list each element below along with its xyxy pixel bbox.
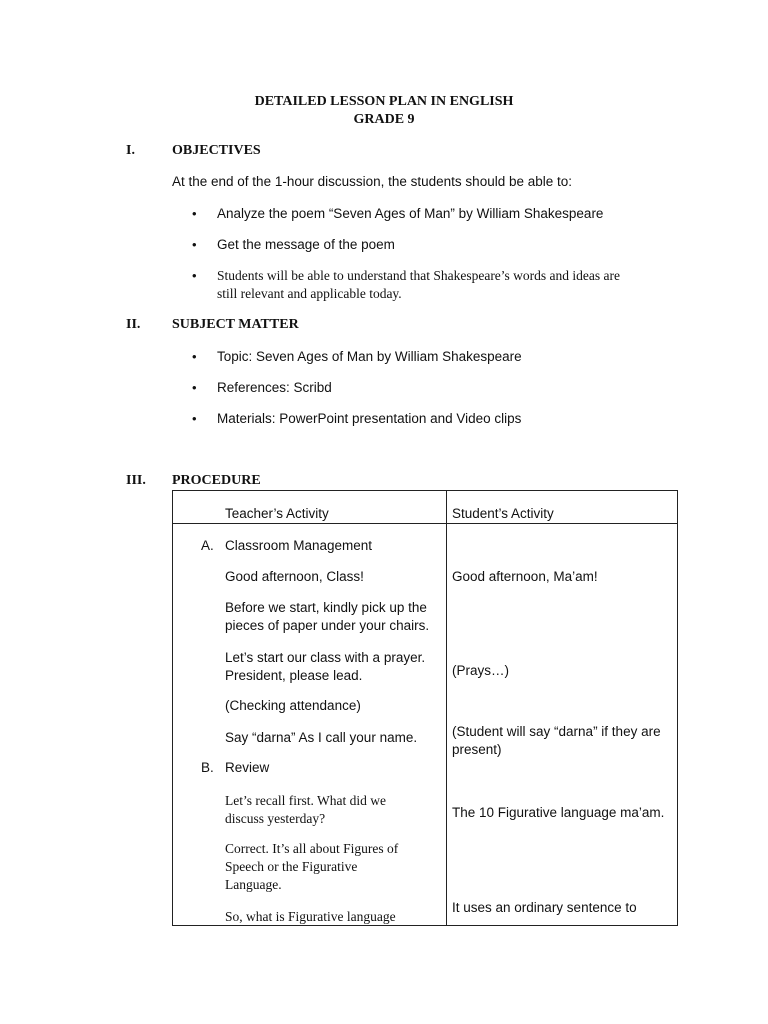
student-line: present)	[452, 742, 502, 757]
teacher-line: Before we start, kindly pick up the	[225, 600, 427, 615]
bullet-icon: •	[192, 349, 197, 364]
subject-item-references: References: Scribd	[217, 380, 332, 395]
bullet-icon: •	[192, 237, 197, 252]
subject-item-topic: Topic: Seven Ages of Man by William Shakespeare	[217, 349, 522, 364]
teacher-line: Language.	[225, 877, 282, 892]
teacher-line: discuss yesterday?	[225, 811, 326, 826]
document-subtitle: GRADE 9	[353, 112, 415, 127]
section-label-classroom-management: Classroom Management	[225, 538, 373, 553]
objective-item: Analyze the poem “Seven Ages of Man” by William Shakespeare	[217, 206, 604, 221]
section-heading-subject-matter: SUBJECT MATTER	[172, 317, 299, 332]
student-line: Good afternoon, Ma’am!	[452, 569, 598, 584]
column-header-student: Student’s Activity	[452, 506, 554, 521]
bullet-icon: •	[192, 380, 197, 395]
section-numeral-subject-matter: II.	[126, 317, 141, 332]
objective-item: Get the message of the poem	[217, 237, 395, 252]
section-marker-a: A.	[201, 538, 214, 553]
bullet-icon: •	[192, 411, 197, 426]
teacher-line: Correct. It’s all about Figures of	[225, 841, 399, 856]
subject-item-materials: Materials: PowerPoint presentation and Video clips	[217, 411, 522, 426]
table-header-divider	[173, 523, 677, 524]
section-numeral-procedure: III.	[126, 473, 146, 488]
student-line: (Prays…)	[452, 663, 509, 678]
objective-item: Students will be able to understand that Shakespeare’s words and ideas are	[217, 268, 621, 283]
section-marker-b: B.	[201, 760, 214, 775]
teacher-line: So, what is Figurative language	[225, 909, 396, 924]
teacher-line: Good afternoon, Class!	[225, 569, 364, 584]
teacher-line: pieces of paper under your chairs.	[225, 618, 430, 633]
section-heading-objectives: OBJECTIVES	[172, 143, 261, 158]
bullet-icon: •	[192, 206, 197, 221]
bullet-icon: •	[192, 268, 197, 283]
document-title: DETAILED LESSON PLAN IN ENGLISH	[254, 94, 514, 109]
teacher-line: President, please lead.	[225, 668, 363, 683]
section-label-review: Review	[225, 760, 270, 775]
student-line: (Student will say “darna” if they are	[452, 724, 661, 739]
teacher-line: Say “darna” As I call your name.	[225, 730, 418, 745]
student-line: The 10 Figurative language ma’am.	[452, 805, 665, 820]
procedure-table	[172, 490, 678, 926]
teacher-line: (Checking attendance)	[225, 698, 361, 713]
section-numeral-objectives: I.	[126, 143, 135, 158]
teacher-line: Speech or the Figurative	[225, 859, 358, 874]
objectives-intro: At the end of the 1-hour discussion, the students should be able to:	[172, 174, 573, 189]
teacher-line: Let’s recall first. What did we	[225, 793, 386, 808]
student-line: It uses an ordinary sentence to	[452, 900, 637, 915]
teacher-line: Let’s start our class with a prayer.	[225, 650, 426, 665]
objective-item-continuation: still relevant and applicable today.	[217, 286, 402, 301]
section-heading-procedure: PROCEDURE	[172, 473, 261, 488]
column-header-teacher: Teacher’s Activity	[225, 506, 329, 521]
table-column-divider	[446, 491, 447, 925]
